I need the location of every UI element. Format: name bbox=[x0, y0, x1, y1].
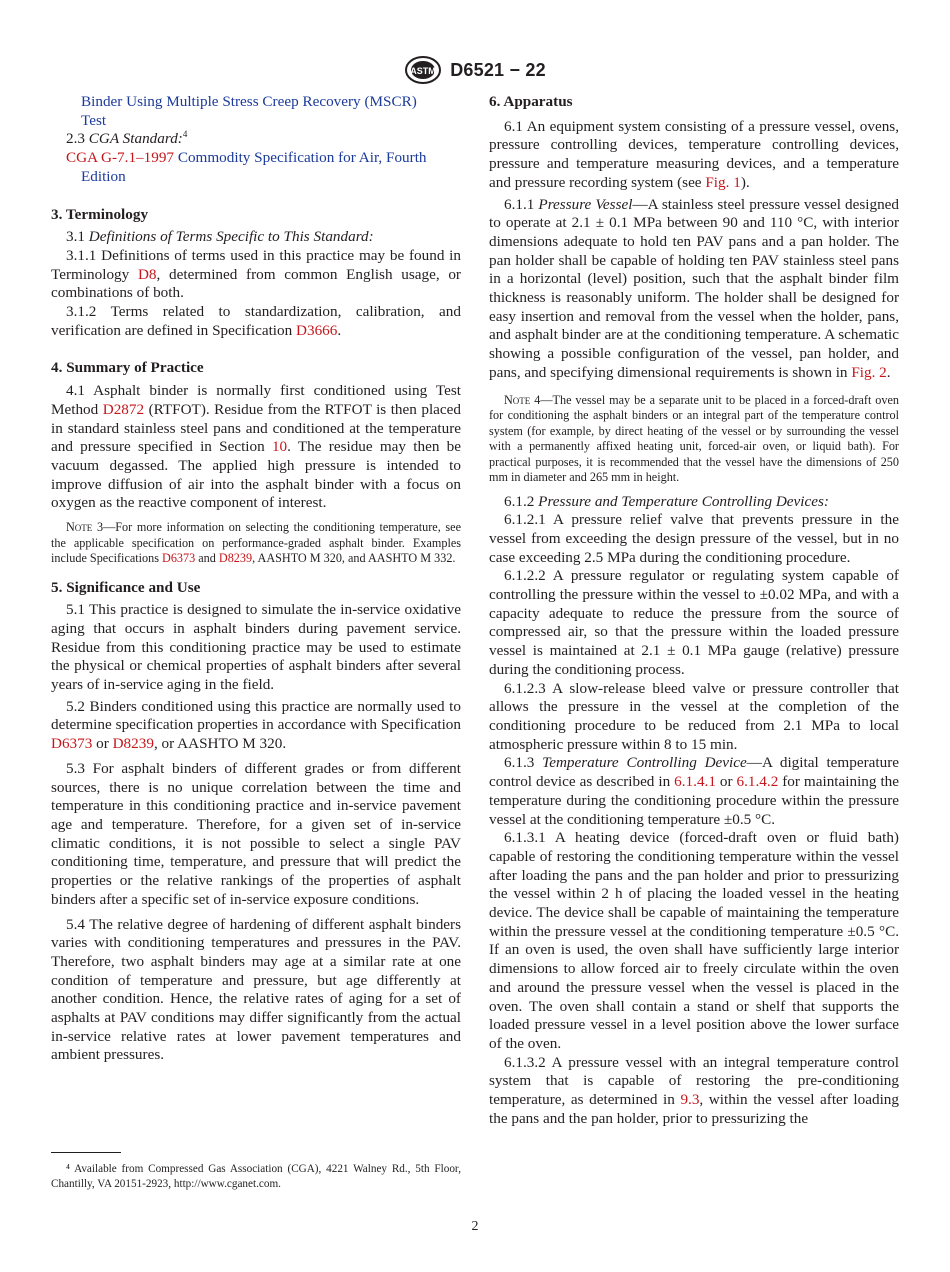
d3666-link[interactable]: D3666 bbox=[296, 321, 338, 339]
section-3-1-1: 3.1.1 Definitions of terms used in this practice may be found in Terminology D8, determined from common English usage, or combinations of both. bbox=[51, 246, 461, 302]
section-3-heading: 3. Terminology bbox=[51, 205, 149, 223]
d8-link[interactable]: D8 bbox=[137, 265, 157, 283]
section-6-1-4-2-link[interactable]: 6.1.4.2 bbox=[736, 773, 779, 791]
section-6-1-2-3: 6.1.2.3 A slow-release bleed valve or pressure controller that allows the pressure in the vessel at the completion of the conditioning procedure to be reduced from 2.1 MPa to local atmospheric pressure within 8 to 15 min. bbox=[489, 679, 899, 753]
section-6-1-4-1-link[interactable]: 6.1.4.1 bbox=[674, 773, 716, 791]
d6373-link[interactable]: D6373 bbox=[51, 735, 93, 753]
section-6-1-2-1: 6.1.2.1 A pressure relief valve that prevents pressure in the vessel from exceeding the design pressure of the vessel, but in no case exceeding 2.5 MPa during the conditioning procedure. bbox=[489, 511, 899, 566]
section-6-1-2: 6.1.2 Pressure and Temperature Controlling Devices: bbox=[504, 492, 829, 510]
section-4-1: 4.1 Asphalt binder is normally first conditioned using Test Method D2872 (RTFOT). Residue from the RTFOT is then placed in standard stainless steel pans and conditioned at the temperature and pressure specified in Section 10. The residue may then be vacuum degassed. The applied high pressure is intended to improve diffusion of air into the asphalt binder with a focus on oxygen as the reactive component of interest. bbox=[51, 382, 461, 512]
section-5-heading: 5. Significance and Use bbox=[51, 578, 201, 596]
note-3: Note 3—For more information on selecting the conditioning temperature, see the applicable specification on performance-graded asphalt binder. Examples include Specifications D6373 and D8239, AASHTO M 320, and AASHTO M 332. bbox=[51, 520, 461, 566]
right-column bbox=[489, 93, 899, 1128]
footnote-4: ⁴ Available from Compressed Gas Association (CGA), 4221 Walney Rd., 5th Floor, Chantilly, VA 20151-2923, http://www.cganet.com. bbox=[51, 1163, 461, 1190]
page-header bbox=[0, 52, 950, 88]
cga-reference: CGA G-7.1–1997 Commodity Specification for Air, Fourth Edition bbox=[66, 149, 427, 185]
astm-logo-icon bbox=[404, 55, 442, 85]
section-6-1-3: 6.1.3 Temperature Controlling Device—A digital temperature control device as described in 6.1.4.1 or 6.1.4.2 for maintaining the temperature during the conditioning procedure within the pressure vessel at the conditioning temperature ±0.5 °C. bbox=[489, 754, 899, 828]
section-6-1-3-2: 6.1.3.2 A pressure vessel with an integral temperature control system that is capable of restoring the pre-conditioning temperature, as determined in 9.3, within the vessel after loading the pans and the pan holder, prior to pressurizing the bbox=[489, 1053, 899, 1127]
section-6-1-3-1: 6.1.3.1 A heating device (forced-draft oven or fluid bath) capable of restoring the conditioning temperature within the vessel after loading the pans and the pan holder and prior to pressurizing the vessel within 2 h of placing the loaded vessel in the heating device. The device shall be capable of maintaining the temperature within the pressure vessel at the conditioning temperature ±0.5 °C. If an oven is used, the oven shall have sufficiently large interior dimensions to allow forced air to freely circulate within the oven and around the pressure vessel when the vessel is placed in the oven. The oven shall contain a stand or shelf that supports the loaded pressure vessel in a level position above the lower surface of the oven. bbox=[489, 829, 899, 1052]
left-column bbox=[51, 93, 461, 1065]
section-5-1: 5.1 This practice is designed to simulate the in-service oxidative aging that occurs in asphalt binders during pavement service. Residue from this conditioning practice may be used to estimate the physical or chemical properties of asphalt binders after several years of in-service aging in the field. bbox=[51, 601, 461, 694]
d8239-link[interactable]: D8239 bbox=[112, 735, 154, 753]
section-4-heading: 4. Summary of Practice bbox=[51, 359, 204, 377]
section-5-2: 5.2 Binders conditioned using this practice are normally used to determine specification properties in accordance with Specification D6373 or D8239, or AASHTO M 320. bbox=[51, 697, 461, 753]
reference-continuation: Binder Using Multiple Stress Creep Recovery (MSCR) Test bbox=[81, 93, 417, 129]
d8239-link[interactable]: D8239 bbox=[218, 551, 253, 566]
section-5-3: 5.3 For asphalt binders of different grades or from different sources, there is no unique correlation between the time and temperature in this conditioning practice and in-service pavement age and temperature. Therefore, for a given set of in-service climatic conditions, it is not possible to select a single PAV conditioning time, temperature, and pressure that will predict the properties or the relative rankings of the properties of asphalt binders after a specific set of in-service exposure conditions. bbox=[51, 759, 461, 908]
section-6-1-2-2: 6.1.2.2 A pressure regulator or regulating system capable of controlling the pressure within the vessel to ±0.02 MPa, and with a capacity adequate to reduce the pressure from the source of compressed air, so that the pressure within the loaded pressure vessel is maintained at 2.1 ± 0.1 MPa gauge (relative) pressure during the conditioning process. bbox=[489, 567, 899, 678]
d6373-link[interactable]: D6373 bbox=[162, 551, 196, 566]
section-6-heading: 6. Apparatus bbox=[489, 93, 573, 110]
section-9-3-link[interactable]: 9.3 bbox=[680, 1091, 700, 1109]
section-3-1: 3.1 Definitions of Terms Specific to This Standard: bbox=[66, 228, 374, 246]
section-6-1: 6.1 An equipment system consisting of a pressure vessel, ovens, pressure controlling devices, temperature controlling devices, pressure and temperature measuring devices, and a temperature and pressure recording system (see Fig. 1). bbox=[489, 117, 899, 191]
cga-code-link[interactable]: CGA G-7.1–1997 bbox=[66, 149, 175, 167]
page-number: 2 bbox=[471, 1219, 479, 1234]
fig-1-link[interactable]: Fig. 1 bbox=[705, 173, 741, 191]
section-10-link[interactable]: 10 bbox=[271, 438, 288, 456]
d2872-link[interactable]: D2872 bbox=[102, 400, 145, 418]
footnote-divider bbox=[51, 1152, 121, 1153]
section-3-1-2: 3.1.2 Terms related to standardization, calibration, and verification are defined in Specification D3666. bbox=[51, 303, 461, 339]
svg-text:ASTM: ASTM bbox=[410, 66, 436, 76]
note-4: Note 4—The vessel may be a separate unit to be placed in a forced-draft oven for conditioning the asphalt binders or an integral part of the temperature control system (for example, by direct heating of the vessel or by surrounding the vessel with a permanently affixed heating unit, forced-air oven, or liquid bath). For practical purposes, it is recommended that the vessel have the dimensions of 250 mm in diameter and 265 mm in height. bbox=[489, 392, 899, 485]
section-6-1-1: 6.1.1 Pressure Vessel—A stainless steel pressure vessel designed to operate at 2.1 ± 0.1 MPa between 90 and 110 °C, with interior dimensions adequate to hold ten PAV pans and a pan holder. The pan holder shall be capable of holding ten PAV stainless steel pans in a horizontal (level) position, such that the asphalt binder film thickness is reasonably uniform. The holder shall be designed for easy insertion and removal from the vessel when the holder, pans, and asphalt binder are at the conditioning temperature. A schematic showing a possible configuration of the vessel, pan holder, and pans, and specifying dimensional requirements is shown in Fig. 2. bbox=[489, 195, 899, 381]
section-2-3: 2.3 CGA Standard:$^4$ bbox=[66, 129, 188, 148]
section-5-4: 5.4 The relative degree of hardening of different asphalt binders varies with conditioning temperatures and pressures in the PAV. Therefore, two asphalt binders may age at a similar rate at one condition of temperature and pressure, but age differently at another condition. Hence, the relative rates of aging for a set of asphalts at PAV conditions may differ significantly from the actual in-service relative rates at lower pavement temperatures and ambient pressures. bbox=[51, 915, 461, 1064]
standard-designation: D6521 − 22 bbox=[450, 59, 546, 80]
fig-2-link[interactable]: Fig. 2 bbox=[851, 363, 887, 381]
